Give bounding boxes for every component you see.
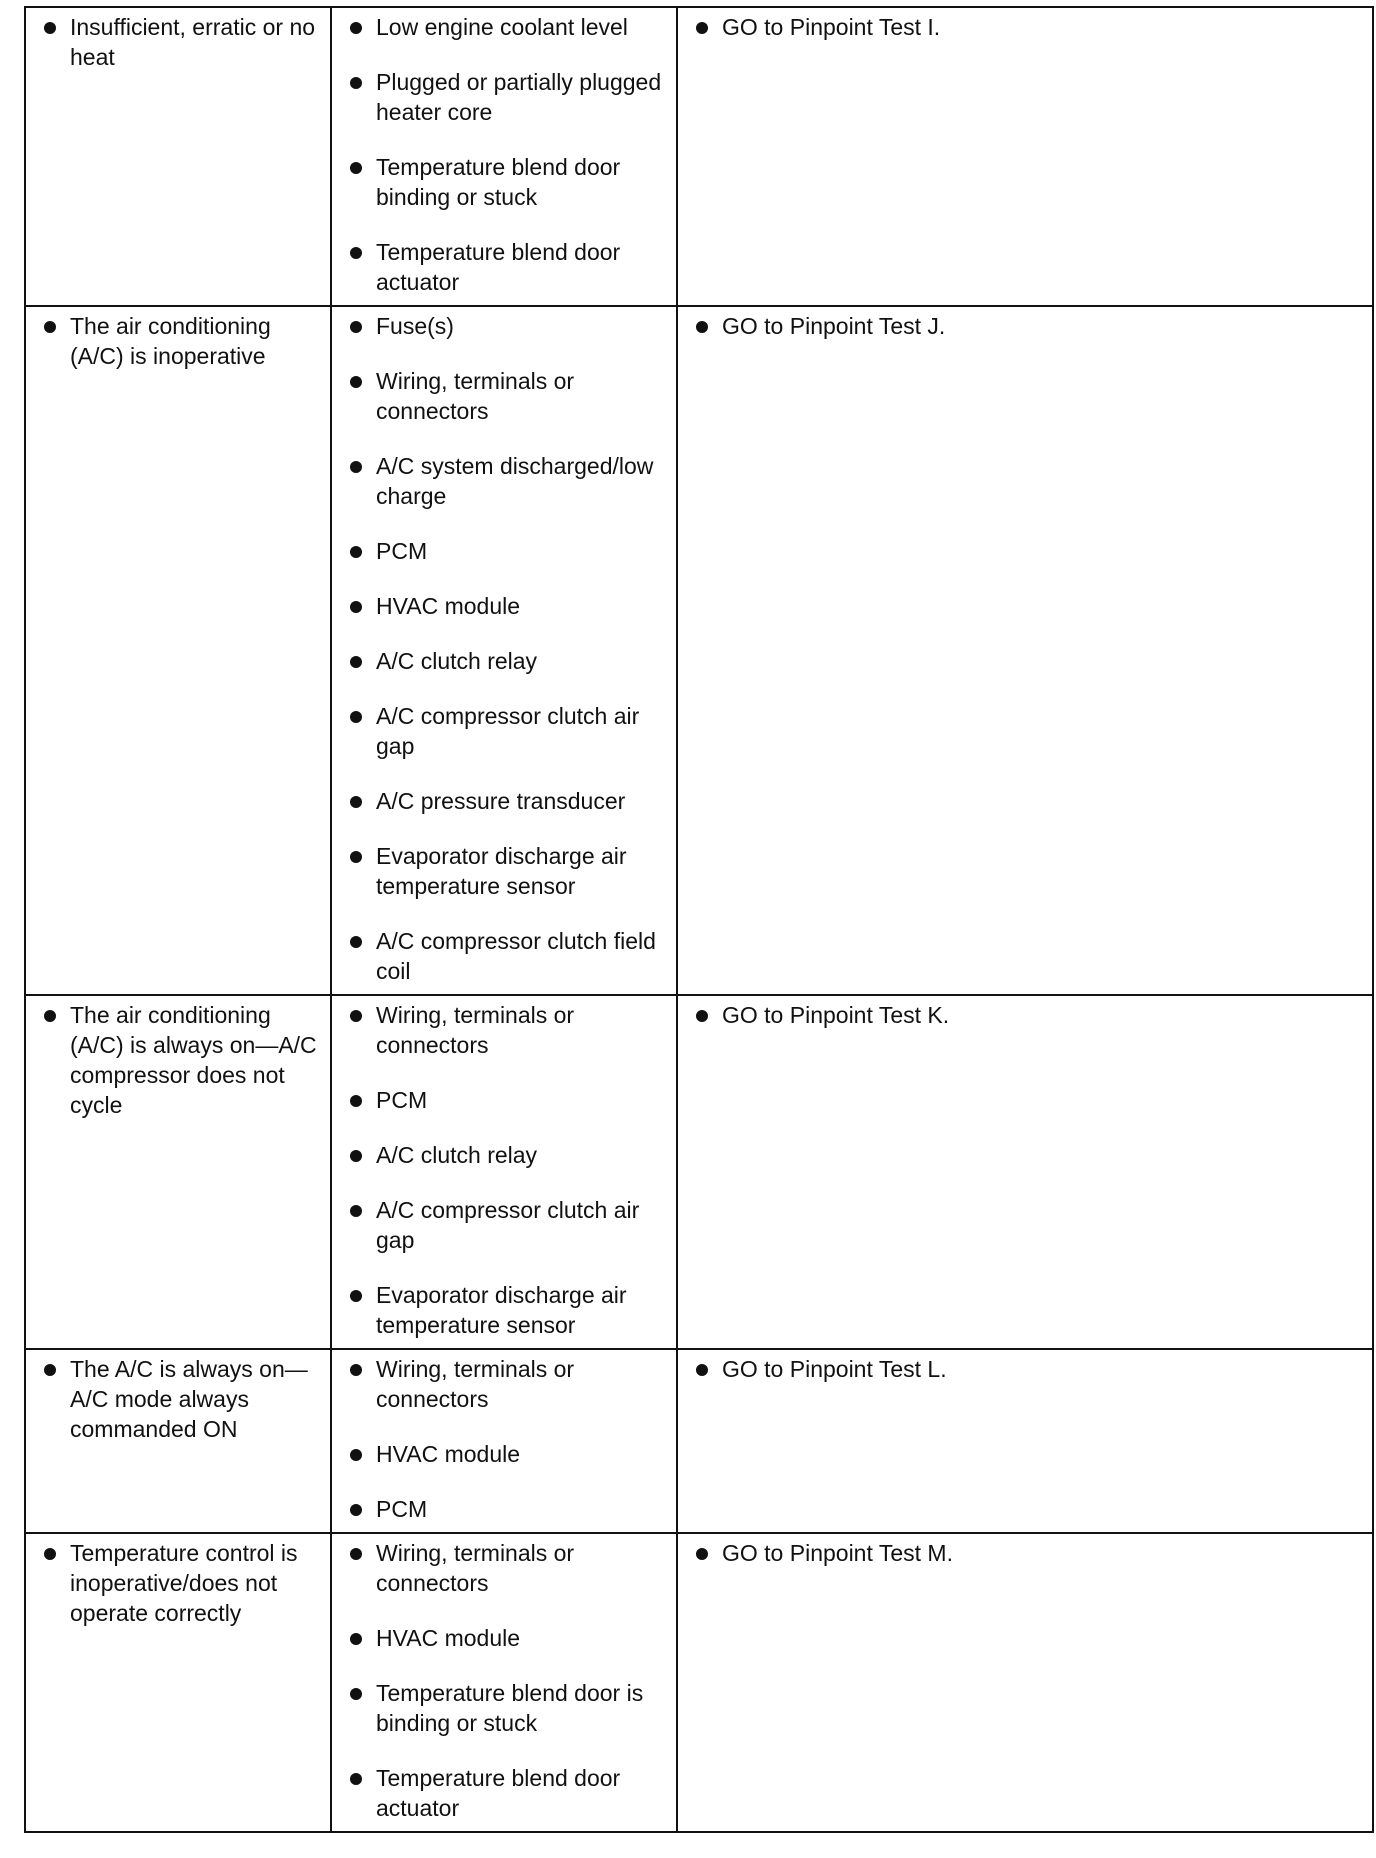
source-item [342, 366, 666, 426]
source-text: A/C compressor clutch air gap [376, 703, 640, 759]
source-text: Low engine coolant level [376, 14, 628, 40]
bullet-icon [350, 711, 362, 723]
bullet-icon [350, 22, 362, 34]
condition-text: Insufficient, erratic or no heat [70, 14, 316, 70]
action-text: GO to Pinpoint Test L. [722, 1356, 947, 1382]
bullet-icon [696, 1364, 708, 1376]
source-text: Temperature blend door binding or stuck [376, 154, 621, 210]
source-text: PCM [376, 538, 428, 564]
source-text: Plugged or partially plugged heater core [376, 69, 662, 125]
source-item [342, 841, 666, 901]
symptom-chart-table [24, 6, 1374, 1833]
source-item [342, 786, 666, 816]
source-text: PCM [376, 1496, 428, 1522]
condition-cell [25, 306, 331, 995]
bullet-icon [44, 1548, 56, 1560]
bullet-icon [350, 1548, 362, 1560]
source-item [342, 1494, 666, 1524]
bullet-icon [350, 1205, 362, 1217]
source-text: Temperature blend door is binding or stuck [376, 1680, 644, 1736]
bullet-icon [696, 1548, 708, 1560]
table-row [25, 1349, 1373, 1533]
source-text: HVAC module [376, 1625, 521, 1651]
source-text: A/C compressor clutch air gap [376, 1197, 640, 1253]
source-text: A/C compressor clutch field coil [376, 928, 656, 984]
condition-item [36, 1538, 320, 1628]
possible-source-cell [331, 1533, 677, 1832]
source-item [342, 1085, 666, 1115]
action-cell [677, 7, 1373, 306]
bullet-icon [350, 1773, 362, 1785]
possible-source-cell [331, 7, 677, 306]
condition-item [36, 1000, 320, 1120]
bullet-icon [696, 22, 708, 34]
bullet-icon [44, 1364, 56, 1376]
source-text: HVAC module [376, 1441, 521, 1467]
condition-item [36, 1354, 320, 1444]
bullet-icon [350, 936, 362, 948]
table-row [25, 7, 1373, 306]
action-cell [677, 1349, 1373, 1533]
bullet-icon [350, 1095, 362, 1107]
source-text: A/C clutch relay [376, 1142, 538, 1168]
bullet-icon [696, 321, 708, 333]
source-item [342, 1354, 666, 1414]
source-item [342, 1623, 666, 1653]
action-cell [677, 1533, 1373, 1832]
bullet-icon [350, 247, 362, 259]
bullet-icon [350, 1150, 362, 1162]
condition-cell [25, 1349, 331, 1533]
possible-source-cell [331, 1349, 677, 1533]
condition-text: The A/C is always on—A/C mode always commanded ON [70, 1356, 308, 1442]
source-text: PCM [376, 1087, 428, 1113]
source-item [342, 1280, 666, 1340]
source-item [342, 1195, 666, 1255]
condition-text: The air conditioning (A/C) is always on—A/C compressor does not cycle [70, 1002, 317, 1118]
bullet-icon [350, 321, 362, 333]
source-text: Wiring, terminals or connectors [376, 1356, 575, 1412]
action-text: GO to Pinpoint Test I. [722, 14, 941, 40]
source-item [342, 67, 666, 127]
source-item [342, 646, 666, 676]
bullet-icon [350, 1633, 362, 1645]
source-item [342, 701, 666, 761]
condition-item [36, 311, 320, 371]
action-cell [677, 306, 1373, 995]
table-row [25, 995, 1373, 1349]
bullet-icon [350, 461, 362, 473]
action-item [688, 1538, 1362, 1568]
action-item [688, 311, 1362, 341]
bullet-icon [350, 1504, 362, 1516]
source-item [342, 311, 666, 341]
source-item [342, 1000, 666, 1060]
bullet-icon [350, 1290, 362, 1302]
source-item [342, 152, 666, 212]
source-text: A/C system discharged/low charge [376, 453, 654, 509]
condition-text: Temperature control is inoperative/does not operate correctly [70, 1540, 298, 1626]
bullet-icon [44, 321, 56, 333]
source-item [342, 536, 666, 566]
bullet-icon [44, 1010, 56, 1022]
bullet-icon [350, 1688, 362, 1700]
source-text: Wiring, terminals or connectors [376, 368, 575, 424]
source-text: A/C clutch relay [376, 648, 538, 674]
action-item [688, 1000, 1362, 1030]
action-text: GO to Pinpoint Test J. [722, 313, 946, 339]
condition-cell [25, 7, 331, 306]
bullet-icon [350, 796, 362, 808]
action-text: GO to Pinpoint Test K. [722, 1002, 950, 1028]
source-text: Fuse(s) [376, 313, 454, 339]
bullet-icon [350, 1449, 362, 1461]
source-item [342, 591, 666, 621]
action-item [688, 1354, 1362, 1384]
symptom-chart-body [25, 7, 1373, 1832]
possible-source-cell [331, 306, 677, 995]
source-text: Wiring, terminals or connectors [376, 1540, 575, 1596]
action-cell [677, 995, 1373, 1349]
source-text: HVAC module [376, 593, 521, 619]
action-text: GO to Pinpoint Test M. [722, 1540, 953, 1566]
source-item [342, 1439, 666, 1469]
source-item [342, 12, 666, 42]
source-text: A/C pressure transducer [376, 788, 626, 814]
condition-cell [25, 995, 331, 1349]
source-item [342, 1678, 666, 1738]
bullet-icon [696, 1010, 708, 1022]
source-text: Temperature blend door actuator [376, 1765, 621, 1821]
bullet-icon [350, 77, 362, 89]
bullet-icon [350, 601, 362, 613]
bullet-icon [44, 22, 56, 34]
source-text: Temperature blend door actuator [376, 239, 621, 295]
source-text: Evaporator discharge air temperature sensor [376, 1282, 627, 1338]
table-row [25, 1533, 1373, 1832]
source-item [342, 451, 666, 511]
bullet-icon [350, 546, 362, 558]
bullet-icon [350, 376, 362, 388]
action-item [688, 12, 1362, 42]
bullet-icon [350, 851, 362, 863]
bullet-icon [350, 1010, 362, 1022]
table-row [25, 306, 1373, 995]
source-item [342, 926, 666, 986]
source-text: Wiring, terminals or connectors [376, 1002, 575, 1058]
source-text: Evaporator discharge air temperature sensor [376, 843, 627, 899]
source-item [342, 1763, 666, 1823]
bullet-icon [350, 162, 362, 174]
source-item [342, 1140, 666, 1170]
possible-source-cell [331, 995, 677, 1349]
condition-item [36, 12, 320, 72]
condition-cell [25, 1533, 331, 1832]
bullet-icon [350, 656, 362, 668]
source-item [342, 237, 666, 297]
bullet-icon [350, 1364, 362, 1376]
source-item [342, 1538, 666, 1598]
condition-text: The air conditioning (A/C) is inoperative [70, 313, 271, 369]
